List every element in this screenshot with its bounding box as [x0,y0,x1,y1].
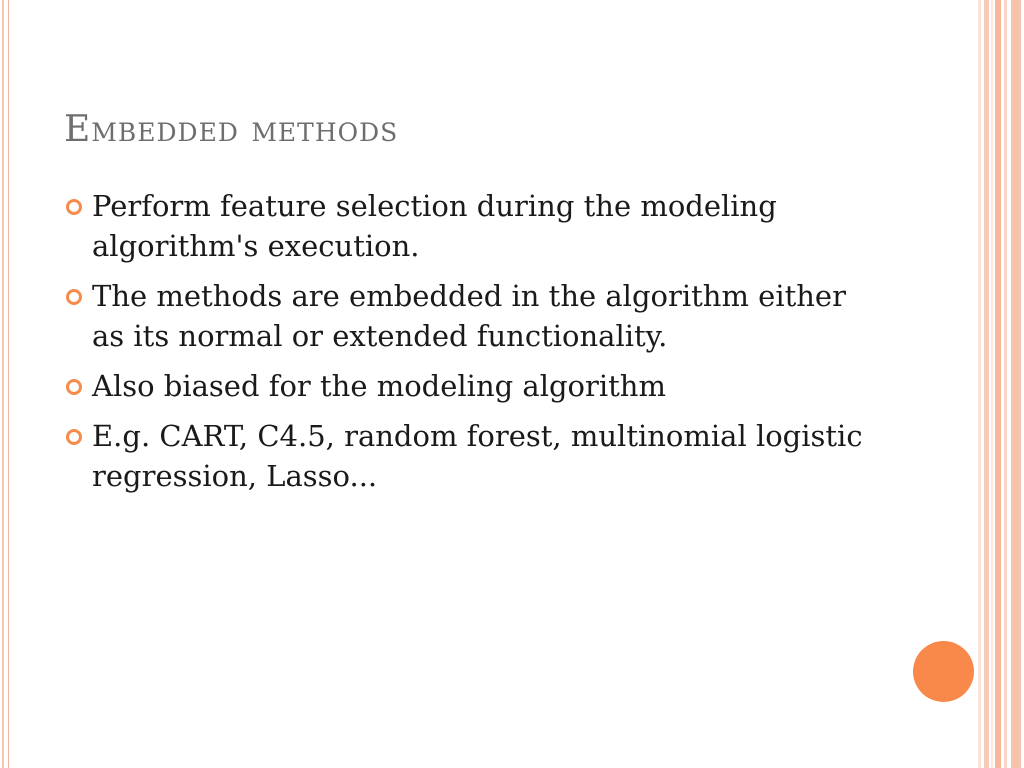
stripe [1011,0,1021,768]
hollow-circle-icon [66,429,82,445]
bullet-item [64,186,864,266]
bullet-item [64,416,864,496]
hollow-circle-icon [66,199,82,215]
slide-title: Embedded methods [64,109,399,150]
stripe [978,0,981,768]
left-border-line [2,0,4,768]
stripe [984,0,989,768]
bullet-list [64,186,864,506]
bullet-text: Perform feature selection during the modeling algorithm's execution. [92,189,777,263]
orange-circle-decoration [913,641,974,702]
left-border-line-inner [8,0,9,768]
bullet-item [64,276,864,356]
bullet-text: E.g. CART, C4.5, random forest, multinomial logistic regression, Lasso... [92,419,863,493]
stripe [991,0,993,768]
stripe [995,0,1001,768]
bullet-text: Also biased for the modeling algorithm [92,369,666,403]
bullet-text: The methods are embedded in the algorithm either as its normal or extended functionality. [92,279,846,353]
hollow-circle-icon [66,289,82,305]
bullet-item [64,366,864,406]
hollow-circle-icon [66,379,82,395]
stripe [1004,0,1007,768]
right-decorative-stripes [978,0,1024,768]
